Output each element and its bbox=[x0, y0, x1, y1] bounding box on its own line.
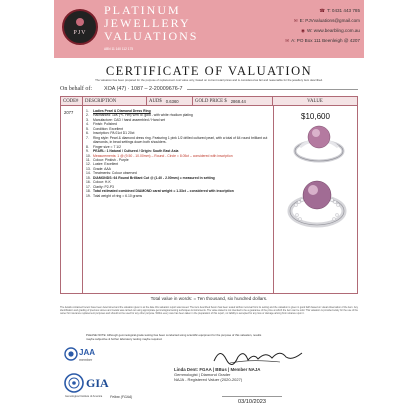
document-title: CERTIFICATE OF VALUATION bbox=[105, 64, 313, 78]
description-item-text: Lustre: Excellent bbox=[93, 162, 119, 167]
brand-line-2: JEWELLERY bbox=[104, 16, 191, 30]
description-item-text: Inscription: PA 01ct D1 20ct bbox=[93, 131, 135, 136]
description-item-text: Finish: Polished bbox=[93, 122, 117, 127]
description-item-number: 13. bbox=[86, 166, 91, 171]
certificate-sheet bbox=[54, 0, 364, 416]
description-item-number: 15. bbox=[86, 175, 91, 180]
description-item-text: Colour: H-K bbox=[93, 180, 111, 185]
item-code: 2077 bbox=[64, 110, 74, 115]
contact-block bbox=[285, 6, 360, 46]
description-item-text: Clarity: P2-P3 bbox=[93, 184, 114, 189]
description-item-number: 5. bbox=[86, 126, 89, 131]
description-item-number: 3. bbox=[86, 117, 89, 122]
description-item-number: 4. bbox=[86, 122, 89, 127]
description-item-number: 1. bbox=[86, 109, 89, 113]
description-item-text: Measurements: 1 @ (9.50 - 10.00mm) – Round - Circle = 8.05ct – considered with inscription bbox=[93, 153, 233, 158]
gold-label: GOLD PRICE $ bbox=[195, 98, 227, 104]
description-item-number: 6. bbox=[86, 131, 89, 136]
description-item-text: Treatments: Colour observed bbox=[93, 171, 137, 176]
contact-phone-text: T: 0431 443 785 bbox=[327, 8, 360, 13]
description-item-number: 12. bbox=[86, 162, 91, 167]
certificate-date: 03/10/2023 bbox=[222, 396, 282, 405]
description-item-text: PEARL: 1 Natural / Cultured / Origin: South East Asia bbox=[93, 149, 179, 154]
disclaimer-text: The details contained herein have been determined and the valuation given is at the date this valuation report was issued. The item described herein has been tested without removal from its setting and the valuation is given in good faith based on visual observation of the item. Any identification and grading of precious stones and metals was carried out using appropriate gemmological testing techniques & instruments. The value stated is not intended to be a guarantee of the price at which the item can be sold. This valuation is provided solely for the use of the owner for insurance replacement purposes and should not be used for any other purpose. Whilst every care has been taken in the preparation of this report, no liability is accepted for any loss or damage arising from reliance upon it. bbox=[60, 306, 358, 316]
description-item-number: 8. bbox=[86, 144, 89, 149]
description-item-number: 19. bbox=[86, 193, 91, 198]
gia-sub-text: Gemological Institute of America bbox=[65, 395, 103, 398]
contact-address bbox=[285, 36, 360, 46]
description-item-number: 7. bbox=[86, 135, 89, 140]
description-item bbox=[86, 136, 271, 145]
signer-name: Linda Dent: FGAA | BBus | Member NAJA bbox=[174, 367, 261, 372]
contact-web-text[interactable]: W: www.bearbling.com.au bbox=[306, 28, 360, 33]
phone-icon: ☎ bbox=[319, 8, 326, 13]
description-item-number: 16. bbox=[86, 180, 91, 185]
header-code: CODE# bbox=[61, 97, 83, 105]
aud-label: AUD$ bbox=[149, 98, 162, 104]
description-item-number: 17. bbox=[86, 184, 91, 189]
description-item-number: 18. bbox=[86, 189, 91, 194]
description-item-text: Total weight of ring = 6.10 grams bbox=[93, 193, 143, 198]
aud-value: 0.6360 bbox=[165, 98, 179, 104]
description-item-text: Ladies Pearl & Diamond Dress Ring bbox=[93, 109, 151, 113]
description-item-number: 2. bbox=[86, 113, 89, 118]
email-icon: ✉ bbox=[293, 18, 298, 23]
on-behalf-line bbox=[187, 89, 358, 90]
on-behalf-row bbox=[60, 86, 358, 92]
brand-line-1: PLATINUM bbox=[104, 3, 181, 17]
description-item-number: 11. bbox=[86, 157, 91, 162]
abn-number: ABN 11 140 112 175 bbox=[104, 47, 134, 51]
intro-text: The valuation has been prepared for the purpose of replacement cost value only, based on current retail prices and is considered as fair and reasonable for the jewellery item described. bbox=[95, 78, 323, 82]
on-behalf-value: XOA (47) · 1087 – 2-20009676-7 bbox=[104, 86, 183, 92]
description-item-text: DIAMONDS: 64 Round Brilliant Cut @ (1.40 - 2.00mm) = measured in setting bbox=[93, 175, 215, 180]
brand-name bbox=[104, 4, 198, 43]
header-value: VALUE bbox=[307, 98, 323, 104]
header-gold bbox=[193, 97, 273, 105]
contact-web[interactable] bbox=[285, 26, 360, 36]
description-item-number: 14. bbox=[86, 171, 91, 176]
testing-note: PLEASE NOTE: Although gemmological grade testing has been conducted using scientific equipment for the purpose of this valuation, results maybe subjective & further laboratory testing maybe required. bbox=[86, 333, 262, 341]
header-banner bbox=[54, 0, 364, 58]
logo-text: PJV bbox=[73, 30, 87, 36]
description-item-number: 10. bbox=[86, 153, 91, 158]
code-column bbox=[61, 106, 83, 293]
description-list bbox=[86, 109, 271, 198]
pjv-logo bbox=[62, 9, 98, 45]
gold-value: 2868.44 bbox=[230, 98, 246, 104]
contact-phone bbox=[285, 6, 360, 16]
signature-image bbox=[210, 345, 306, 367]
description-item-number: 9. bbox=[86, 149, 89, 154]
ring-side-view-image bbox=[292, 123, 346, 165]
ring-top-view-image bbox=[286, 175, 348, 229]
description-item-text: Manufacture: CAD / hand assembled / Hand set bbox=[93, 117, 165, 122]
web-icon: ◉ bbox=[300, 28, 305, 33]
signer-block bbox=[174, 367, 344, 382]
description-item-text: Hallmarked: 18K (+/- Hm) WHITE gold - with white rhodium plating bbox=[93, 113, 193, 118]
header-description: DESCRIPTION bbox=[83, 97, 147, 105]
brand-line-3: VALUATIONS bbox=[104, 29, 199, 43]
contact-email[interactable] bbox=[285, 16, 360, 26]
jaa-text: JAA bbox=[79, 348, 96, 357]
signer-line-1: Gemmologist | Diamond Grader bbox=[174, 372, 231, 377]
jaa-logo bbox=[64, 344, 104, 364]
contact-email-text[interactable]: E: PJVvaluations@gmail.com bbox=[299, 18, 360, 23]
description-item-text: Colour: Pinkish - Purple bbox=[93, 157, 129, 162]
total-value-words: Total value in words: = Ten thousand, six hundred dollars. bbox=[150, 296, 268, 301]
signer-line-2: NAJA - Registered Valuer (2020-2027) bbox=[174, 377, 243, 382]
description-item bbox=[86, 194, 271, 198]
mail-icon: ✉ bbox=[285, 38, 290, 43]
description-item-text: Finger size = 7 1/2 bbox=[93, 144, 121, 149]
gia-text: GIA bbox=[86, 376, 109, 390]
contact-address-text: A: PO Box 111 Beenleigh @ 4207 bbox=[291, 38, 360, 43]
description-item-text: Grade: AAA bbox=[93, 166, 111, 171]
table-header bbox=[61, 97, 357, 106]
description-item-text: Total estimated combined DIAMOND carat weight = 1.33ct – considered with inscription bbox=[93, 189, 234, 194]
description-item-text: Ring style: Pearl & diamond dress ring. Featuring 1 pink 1/2 drilled cultured pearl, with a total of 64 round brilliant cut diamonds, in bead settings down both shoulders. bbox=[93, 135, 268, 145]
on-behalf-label: On behalf of: bbox=[60, 86, 92, 92]
header-aud bbox=[147, 97, 193, 105]
fellow-label: Fellow (FGAA) bbox=[110, 395, 133, 399]
jaa-sub-text: member bbox=[79, 358, 93, 362]
gem-icon bbox=[76, 18, 84, 26]
item-price: $10,600 bbox=[301, 112, 330, 121]
description-item-text: Condition: Excellent bbox=[93, 126, 123, 131]
